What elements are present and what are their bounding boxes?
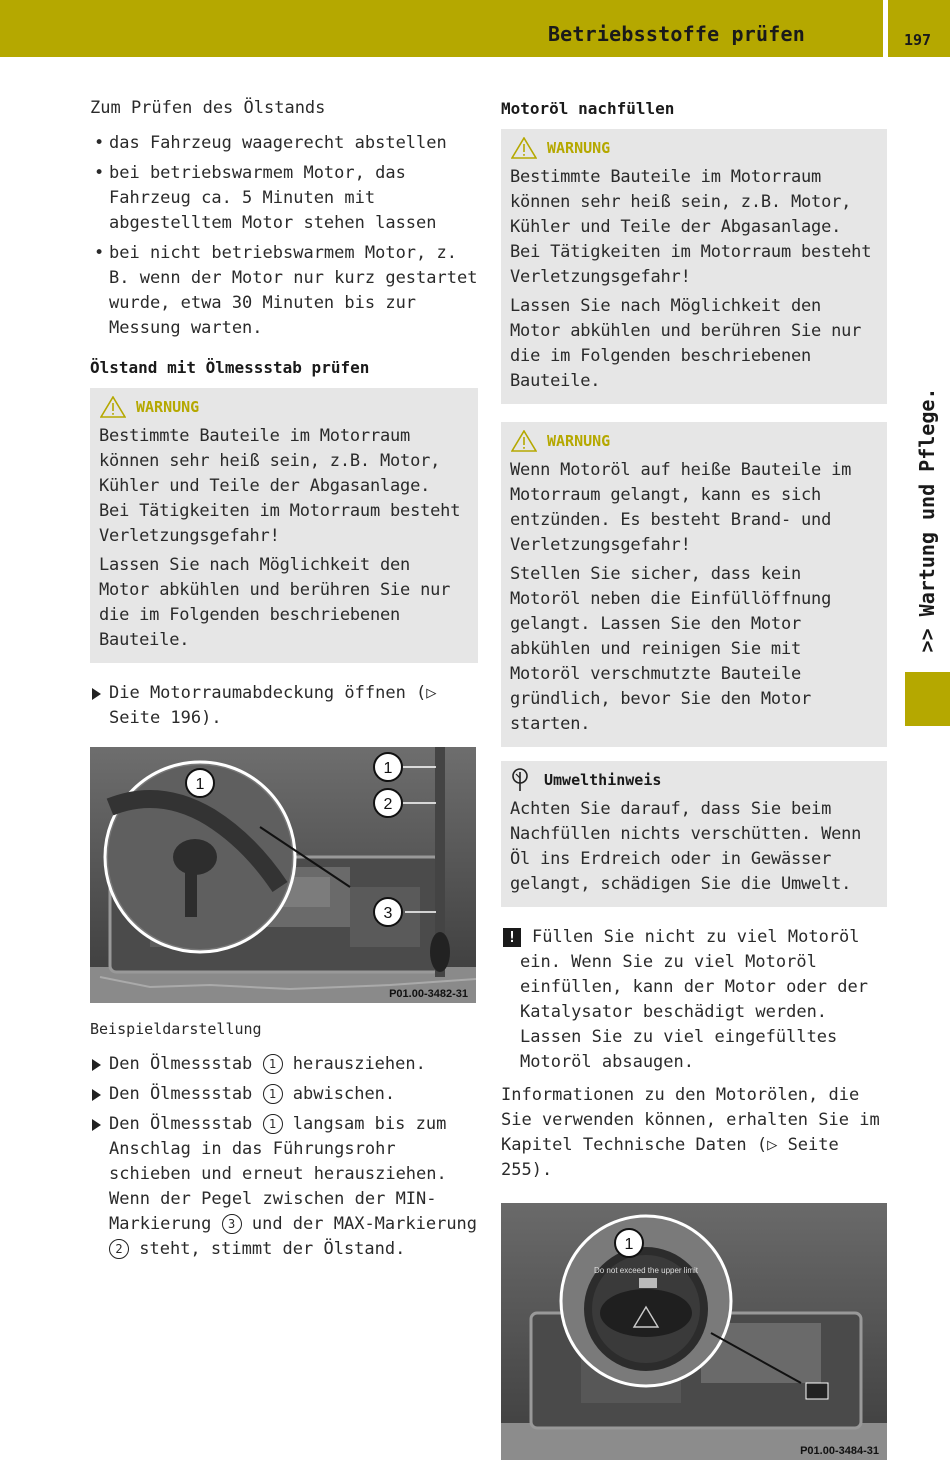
step-item bbox=[90, 1112, 478, 1262]
callout-2 bbox=[374, 789, 402, 817]
notice-block bbox=[501, 925, 887, 1075]
leaf-icon bbox=[510, 768, 530, 792]
warning-header bbox=[510, 426, 878, 456]
left-column bbox=[90, 96, 478, 1267]
section-side-label: >> Wartung und Pflege. bbox=[915, 387, 939, 653]
warning-text: Wenn Motoröl auf heiße Bauteile im Motorraum gelangt, kann es sich entzünden. Es besteht Brand- und Verletzungsgefahr! bbox=[510, 460, 852, 555]
engine-compartment-image bbox=[90, 747, 476, 1003]
oil-filler-image bbox=[501, 1203, 887, 1460]
step-text: herausziehen. bbox=[292, 1054, 426, 1074]
callout-ref-2: 2 bbox=[109, 1239, 129, 1259]
intro-text: Zum Prüfen des Ölstands bbox=[90, 98, 326, 118]
right-column bbox=[501, 96, 887, 1460]
step-text: langsam bis zum Anschlag in das Führungsrohr schieben und erneut herausziehen. bbox=[109, 1114, 447, 1184]
environment-label: Umwelthinweis bbox=[544, 770, 662, 789]
warning-triangle-icon bbox=[511, 430, 537, 452]
cap-inscription: Do not exceed the upper limit bbox=[593, 1266, 699, 1275]
callout-number: 2 bbox=[383, 796, 393, 813]
figure-code: P01.00-3484-31 bbox=[800, 1445, 879, 1457]
callout-1-large bbox=[186, 769, 214, 797]
warning-text: Bestimmte Bauteile im Motorraum können sehr heiß sein, z.B. Motor, Kühler und Teile der Abgasanlage. Bei Tätigkeiten im Motorraum besteht Verletzungsgefahr! bbox=[99, 426, 461, 546]
step-list bbox=[90, 681, 478, 731]
figure-code: P01.00-3482-31 bbox=[389, 988, 468, 1000]
warning-triangle-icon bbox=[100, 396, 126, 418]
step-text: und der MAX-Markierung bbox=[251, 1214, 478, 1234]
callout-number: 1 bbox=[195, 776, 205, 793]
section-tab-marker bbox=[905, 672, 950, 726]
header-bar bbox=[0, 0, 883, 57]
step-text: abwischen. bbox=[292, 1084, 396, 1104]
callout-number: 1 bbox=[383, 760, 393, 777]
info-text: Informationen zu den Motorölen, die Sie verwenden können, erhalten Sie im Kapitel Technische Daten (▷ Seite 255). bbox=[501, 1085, 880, 1180]
callout-number: 1 bbox=[624, 1236, 634, 1253]
warning-triangle-icon bbox=[511, 137, 537, 159]
page-number: 197 bbox=[904, 31, 932, 49]
warning-text: Lassen Sie nach Möglichkeit den Motor abkühlen und berühren Sie nur die im Folgenden beschriebenen Bauteile. bbox=[99, 555, 451, 650]
step-item bbox=[90, 1082, 478, 1107]
warning-text: Lassen Sie nach Möglichkeit den Motor abkühlen und berühren Sie nur die im Folgenden beschriebenen Bauteile. bbox=[510, 296, 862, 391]
notice-icon: ! bbox=[503, 928, 521, 947]
section-heading-dipstick: Ölstand mit Ölmessstab prüfen bbox=[90, 358, 370, 377]
warning-header bbox=[510, 133, 878, 163]
page-number-box bbox=[888, 0, 950, 57]
section-heading-refill: Motoröl nachfüllen bbox=[501, 99, 675, 118]
warning-label: WARNUNG bbox=[547, 138, 611, 157]
step-text: steht, stimmt der Ölstand. bbox=[139, 1239, 406, 1259]
step-text: Den Ölmessstab bbox=[109, 1114, 253, 1134]
callout-number: 3 bbox=[383, 905, 393, 922]
environment-text: Achten Sie darauf, dass Sie beim Nachfüllen nichts verschütten. Wenn Öl ins Erdreich oder in Gewässer gelangt, schädigen Sie die Umwelt. bbox=[510, 799, 862, 894]
warning-text: Stellen Sie sicher, dass kein Motoröl neben die Einfüllöffnung gelangt. Lassen Sie den Motor abkühlen und reinigen Sie mit Motoröl verschmutzte Bauteile gründlich, bevor Sie den Motor starten. bbox=[510, 564, 832, 734]
list-item: • bei betriebswarmem Motor, das Fahrzeug ca. 5 Minuten mit abgestelltem Motor stehen lassen bbox=[90, 161, 478, 236]
step-item bbox=[90, 1052, 478, 1077]
step-text: Den Ölmessstab bbox=[109, 1054, 253, 1074]
callout-1 bbox=[615, 1229, 643, 1257]
warning-header bbox=[99, 392, 469, 422]
engine-dipstick-figure bbox=[90, 747, 476, 1003]
step-item bbox=[90, 681, 478, 731]
environment-note-box bbox=[501, 761, 887, 907]
callout-ref-3: 3 bbox=[222, 1214, 242, 1234]
list-item: • das Fahrzeug waagerecht abstellen bbox=[90, 131, 478, 156]
environment-header bbox=[510, 765, 878, 795]
step-text: Wenn der Pegel zwischen der MIN-Markierung bbox=[109, 1189, 437, 1234]
oil-filler-cap-figure bbox=[501, 1203, 887, 1460]
page-title: Betriebsstoffe prüfen bbox=[547, 22, 805, 46]
warning-box bbox=[501, 422, 887, 747]
callout-3 bbox=[374, 898, 402, 926]
callout-1 bbox=[374, 753, 402, 781]
warning-text: Bestimmte Bauteile im Motorraum können sehr heiß sein, z.B. Motor, Kühler und Teile der Abgasanlage. Bei Tätigkeiten im Motorraum besteht Verletzungsgefahr! bbox=[510, 167, 872, 287]
warning-label: WARNUNG bbox=[547, 431, 611, 450]
figure-caption: Beispieldarstellung bbox=[90, 1020, 262, 1038]
callout-ref-1: 1 bbox=[263, 1114, 283, 1134]
warning-box bbox=[90, 388, 478, 663]
list-item: • bei nicht betriebswarmem Motor, z. B. wenn der Motor nur kurz gestartet wurde, etwa 30 Minuten bis zur Messung warten. bbox=[90, 241, 478, 341]
warning-box bbox=[501, 129, 887, 404]
check-conditions-list bbox=[90, 131, 478, 341]
step-text: Den Ölmessstab bbox=[109, 1084, 253, 1104]
notice-text: Füllen Sie nicht zu viel Motoröl ein. Wenn Sie zu viel Motoröl einfüllen, kann der Motor oder der Katalysator beschädigt werden. Lassen Sie zu viel eingefülltes Motoröl absaugen. bbox=[520, 927, 868, 1072]
warning-label: WARNUNG bbox=[136, 397, 200, 416]
dipstick-steps bbox=[90, 1052, 478, 1262]
callout-ref-1: 1 bbox=[263, 1084, 283, 1104]
callout-ref-1: 1 bbox=[263, 1054, 283, 1074]
step-text[interactable]: Die Motorraumabdeckung öffnen (▷ Seite 196). bbox=[109, 683, 437, 728]
